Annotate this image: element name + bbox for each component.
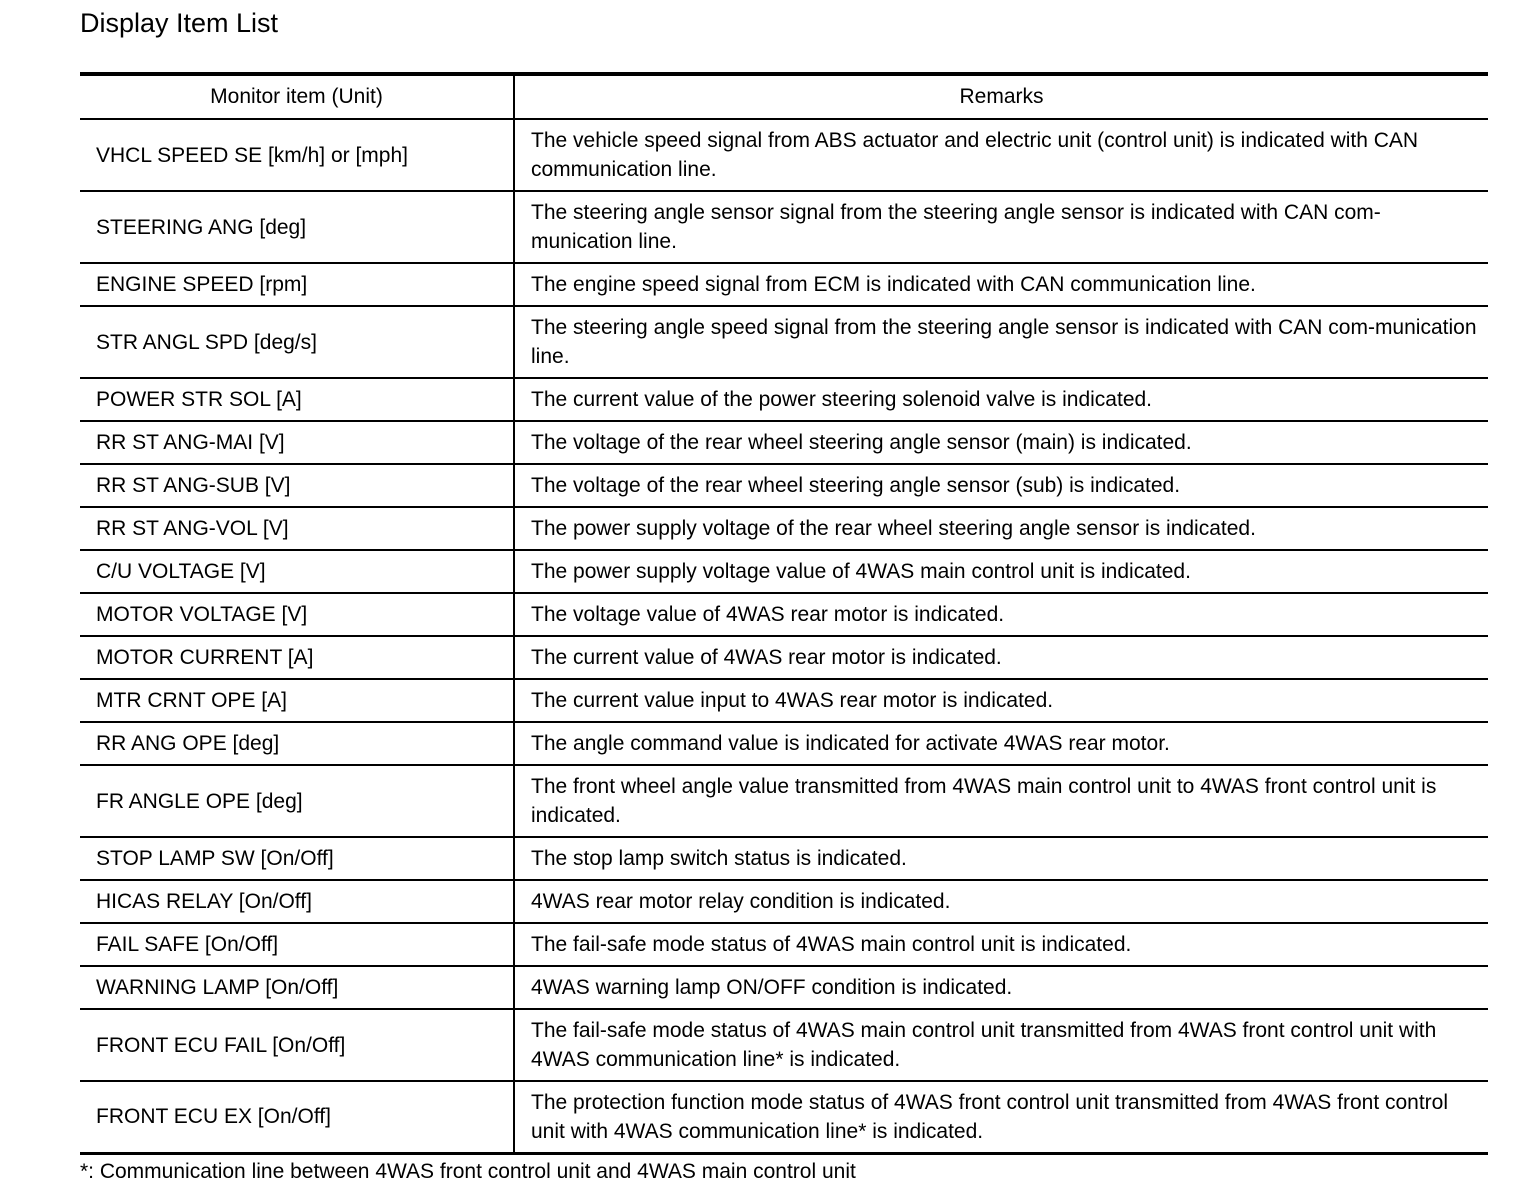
monitor-item-cell: HICAS RELAY [On/Off] bbox=[80, 880, 514, 923]
table-row bbox=[80, 306, 1488, 378]
remarks-cell: The power supply voltage value of 4WAS main control unit is indicated. bbox=[514, 550, 1488, 593]
remarks-cell: The engine speed signal from ECM is indicated with CAN communication line. bbox=[514, 263, 1488, 306]
monitor-item-cell: STOP LAMP SW [On/Off] bbox=[80, 837, 514, 880]
remarks-cell: The angle command value is indicated for activate 4WAS rear motor. bbox=[514, 722, 1488, 765]
remarks-cell: The steering angle speed signal from the steering angle sensor is indicated with CAN com-munication line. bbox=[514, 306, 1488, 378]
monitor-item-cell: STEERING ANG [deg] bbox=[80, 191, 514, 263]
remarks-cell: The current value of 4WAS rear motor is indicated. bbox=[514, 636, 1488, 679]
table-row bbox=[80, 923, 1488, 966]
table-row bbox=[80, 421, 1488, 464]
monitor-item-cell: STR ANGL SPD [deg/s] bbox=[80, 306, 514, 378]
remarks-cell: The current value input to 4WAS rear motor is indicated. bbox=[514, 679, 1488, 722]
monitor-item-cell: MTR CRNT OPE [A] bbox=[80, 679, 514, 722]
remarks-cell: 4WAS warning lamp ON/OFF condition is indicated. bbox=[514, 966, 1488, 1009]
monitor-item-cell: RR ST ANG-MAI [V] bbox=[80, 421, 514, 464]
monitor-item-cell: POWER STR SOL [A] bbox=[80, 378, 514, 421]
table-row bbox=[80, 679, 1488, 722]
remarks-cell: The power supply voltage of the rear wheel steering angle sensor is indicated. bbox=[514, 507, 1488, 550]
display-item-table bbox=[80, 72, 1488, 1155]
table-row bbox=[80, 119, 1488, 191]
table-row bbox=[80, 550, 1488, 593]
table-row bbox=[80, 1009, 1488, 1081]
table-row bbox=[80, 636, 1488, 679]
page-title: Display Item List bbox=[80, 8, 279, 38]
table-row bbox=[80, 765, 1488, 837]
remarks-cell: The fail-safe mode status of 4WAS main control unit transmitted from 4WAS front control unit with 4WAS communication line* is indicated. bbox=[514, 1009, 1488, 1081]
table-row bbox=[80, 263, 1488, 306]
monitor-item-cell: WARNING LAMP [On/Off] bbox=[80, 966, 514, 1009]
monitor-item-cell: MOTOR VOLTAGE [V] bbox=[80, 593, 514, 636]
remarks-cell: The protection function mode status of 4WAS front control unit transmitted from 4WAS front control unit with 4WAS communication line* is indicated. bbox=[514, 1081, 1488, 1153]
remarks-cell: The front wheel angle value transmitted from 4WAS main control unit to 4WAS front control unit is indicated. bbox=[514, 765, 1488, 837]
monitor-item-cell: ENGINE SPEED [rpm] bbox=[80, 263, 514, 306]
column-header-monitor-item: Monitor item (Unit) bbox=[80, 74, 514, 119]
table-row bbox=[80, 593, 1488, 636]
table-row bbox=[80, 966, 1488, 1009]
remarks-cell: The voltage of the rear wheel steering angle sensor (sub) is indicated. bbox=[514, 464, 1488, 507]
monitor-item-cell: RR ANG OPE [deg] bbox=[80, 722, 514, 765]
table-row bbox=[80, 464, 1488, 507]
remarks-cell: The current value of the power steering solenoid valve is indicated. bbox=[514, 378, 1488, 421]
table-row bbox=[80, 1081, 1488, 1153]
monitor-item-cell: FAIL SAFE [On/Off] bbox=[80, 923, 514, 966]
table-header-row bbox=[80, 74, 1488, 119]
monitor-item-cell: RR ST ANG-VOL [V] bbox=[80, 507, 514, 550]
remarks-cell: The stop lamp switch status is indicated. bbox=[514, 837, 1488, 880]
monitor-item-cell: FRONT ECU FAIL [On/Off] bbox=[80, 1009, 514, 1081]
table-row bbox=[80, 837, 1488, 880]
remarks-cell: The vehicle speed signal from ABS actuator and electric unit (control unit) is indicated with CAN communication line. bbox=[514, 119, 1488, 191]
footnote: *: Communication line between 4WAS front control unit and 4WAS main control unit bbox=[80, 1160, 856, 1183]
table-row bbox=[80, 378, 1488, 421]
table-row bbox=[80, 191, 1488, 263]
column-header-remarks: Remarks bbox=[514, 74, 1488, 119]
remarks-cell: The voltage of the rear wheel steering angle sensor (main) is indicated. bbox=[514, 421, 1488, 464]
remarks-cell: The steering angle sensor signal from the steering angle sensor is indicated with CAN com-munication line. bbox=[514, 191, 1488, 263]
monitor-item-cell: FR ANGLE OPE [deg] bbox=[80, 765, 514, 837]
monitor-item-cell: RR ST ANG-SUB [V] bbox=[80, 464, 514, 507]
remarks-cell: 4WAS rear motor relay condition is indicated. bbox=[514, 880, 1488, 923]
table-row bbox=[80, 880, 1488, 923]
monitor-item-cell: MOTOR CURRENT [A] bbox=[80, 636, 514, 679]
remarks-cell: The voltage value of 4WAS rear motor is indicated. bbox=[514, 593, 1488, 636]
remarks-cell: The fail-safe mode status of 4WAS main control unit is indicated. bbox=[514, 923, 1488, 966]
table-row bbox=[80, 722, 1488, 765]
table-row bbox=[80, 507, 1488, 550]
monitor-item-cell: C/U VOLTAGE [V] bbox=[80, 550, 514, 593]
monitor-item-cell: VHCL SPEED SE [km/h] or [mph] bbox=[80, 119, 514, 191]
monitor-item-cell: FRONT ECU EX [On/Off] bbox=[80, 1081, 514, 1153]
